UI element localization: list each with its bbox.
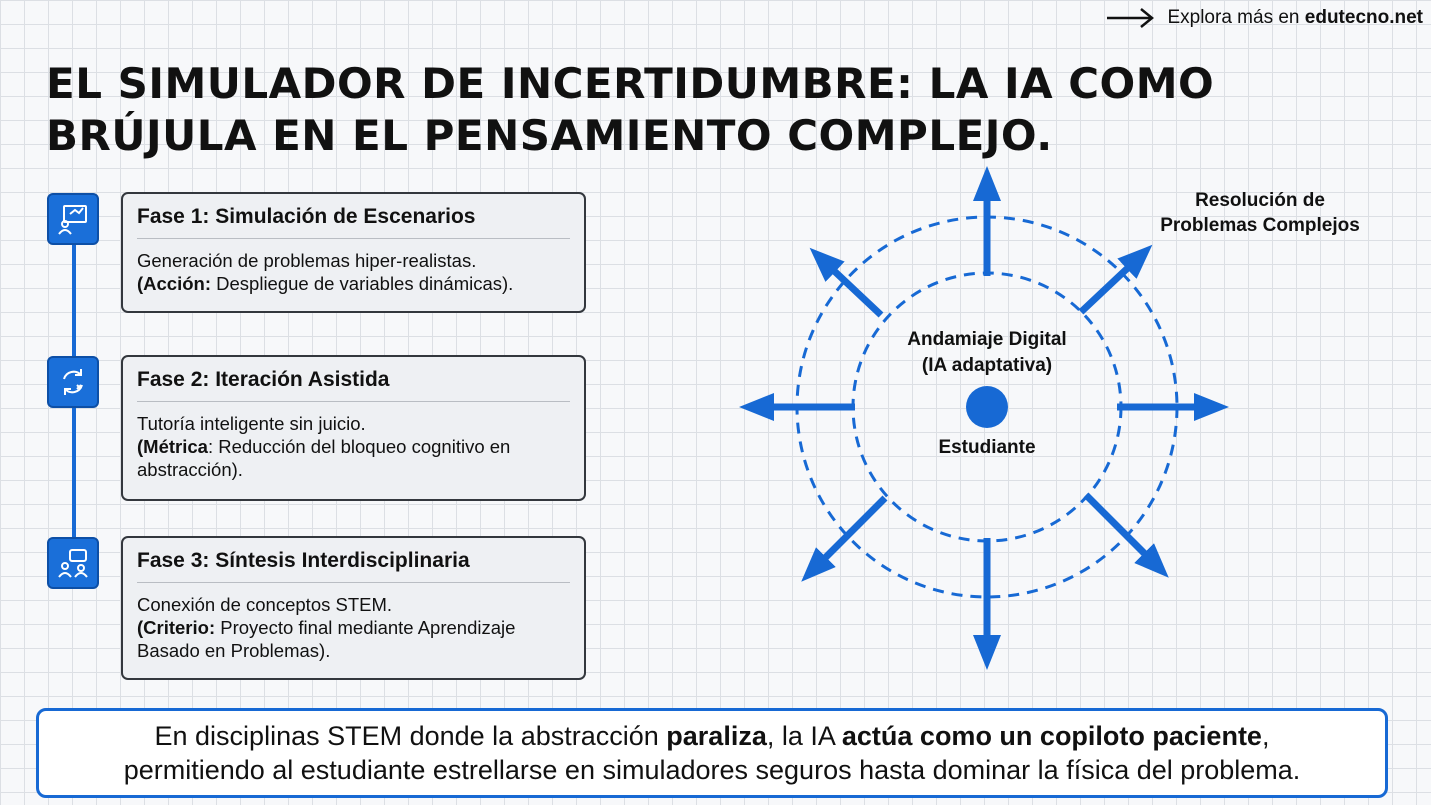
arrow-right-icon: [1105, 6, 1157, 30]
phase-description: Tutoría inteligente sin juicio. (Métrica: Reducción del bloqueo cognitivo en abstracción).: [137, 413, 511, 480]
outer-ring-label-line-1: Resolución de: [1195, 190, 1325, 211]
outer-ring-label-line-2: Problemas Complejos: [1160, 215, 1360, 236]
title-line-1: EL SIMULADOR DE INCERTIDUMBRE: LA IA COMO: [46, 59, 1215, 108]
inner-ring-label-line-2: (IA adaptativa): [921, 355, 1053, 376]
arrow-down-right: [1086, 495, 1149, 558]
phase-description: Conexión de conceptos STEM. (Criterio: Proyecto final mediante Aprendizaje Basado en Problemas).: [137, 594, 516, 661]
page-title: [46, 58, 1246, 162]
arrow-up-right: [1081, 264, 1132, 312]
collaboration-icon: [47, 537, 99, 589]
phase-description: Generación de problemas hiper-realistas. (Acción: Despliegue de variables dinámicas).: [137, 250, 514, 294]
student-node: [966, 386, 1008, 428]
site-name[interactable]: edutecno.net: [1304, 7, 1423, 28]
phase-card-3: [121, 536, 586, 680]
footer-callout: [36, 708, 1388, 798]
iteration-cycle-icon: [47, 356, 99, 408]
top-link[interactable]: [1105, 6, 1423, 30]
center-label: Estudiante: [938, 437, 1036, 458]
phase-title: Fase 2: Iteración Asistida: [137, 367, 570, 402]
title-line-2: BRÚJULA EN EL PENSAMIENTO COMPLEJO.: [46, 111, 1053, 160]
footer-line-2: permitiendo al estudiante estrellarse en simuladores seguros hasta dominar la física del problema.: [123, 755, 1301, 785]
phase-title: Fase 1: Simulación de Escenarios: [137, 204, 570, 239]
radial-diagram: [720, 150, 1360, 690]
simulation-screen-icon: [47, 193, 99, 245]
phase-title: Fase 3: Síntesis Interdisciplinaria: [137, 548, 570, 583]
phase-card-2: [121, 355, 586, 501]
phase-card-1: [121, 192, 586, 313]
footer-line-1: En disciplinas STEM donde la abstracción paraliza, la IA actúa como un copiloto paciente,: [154, 721, 1270, 751]
arrow-down-left: [821, 498, 885, 562]
inner-ring-label-line-1: Andamiaje Digital: [907, 329, 1067, 350]
top-link-text: Explora más en edutecno.net: [1167, 7, 1423, 28]
